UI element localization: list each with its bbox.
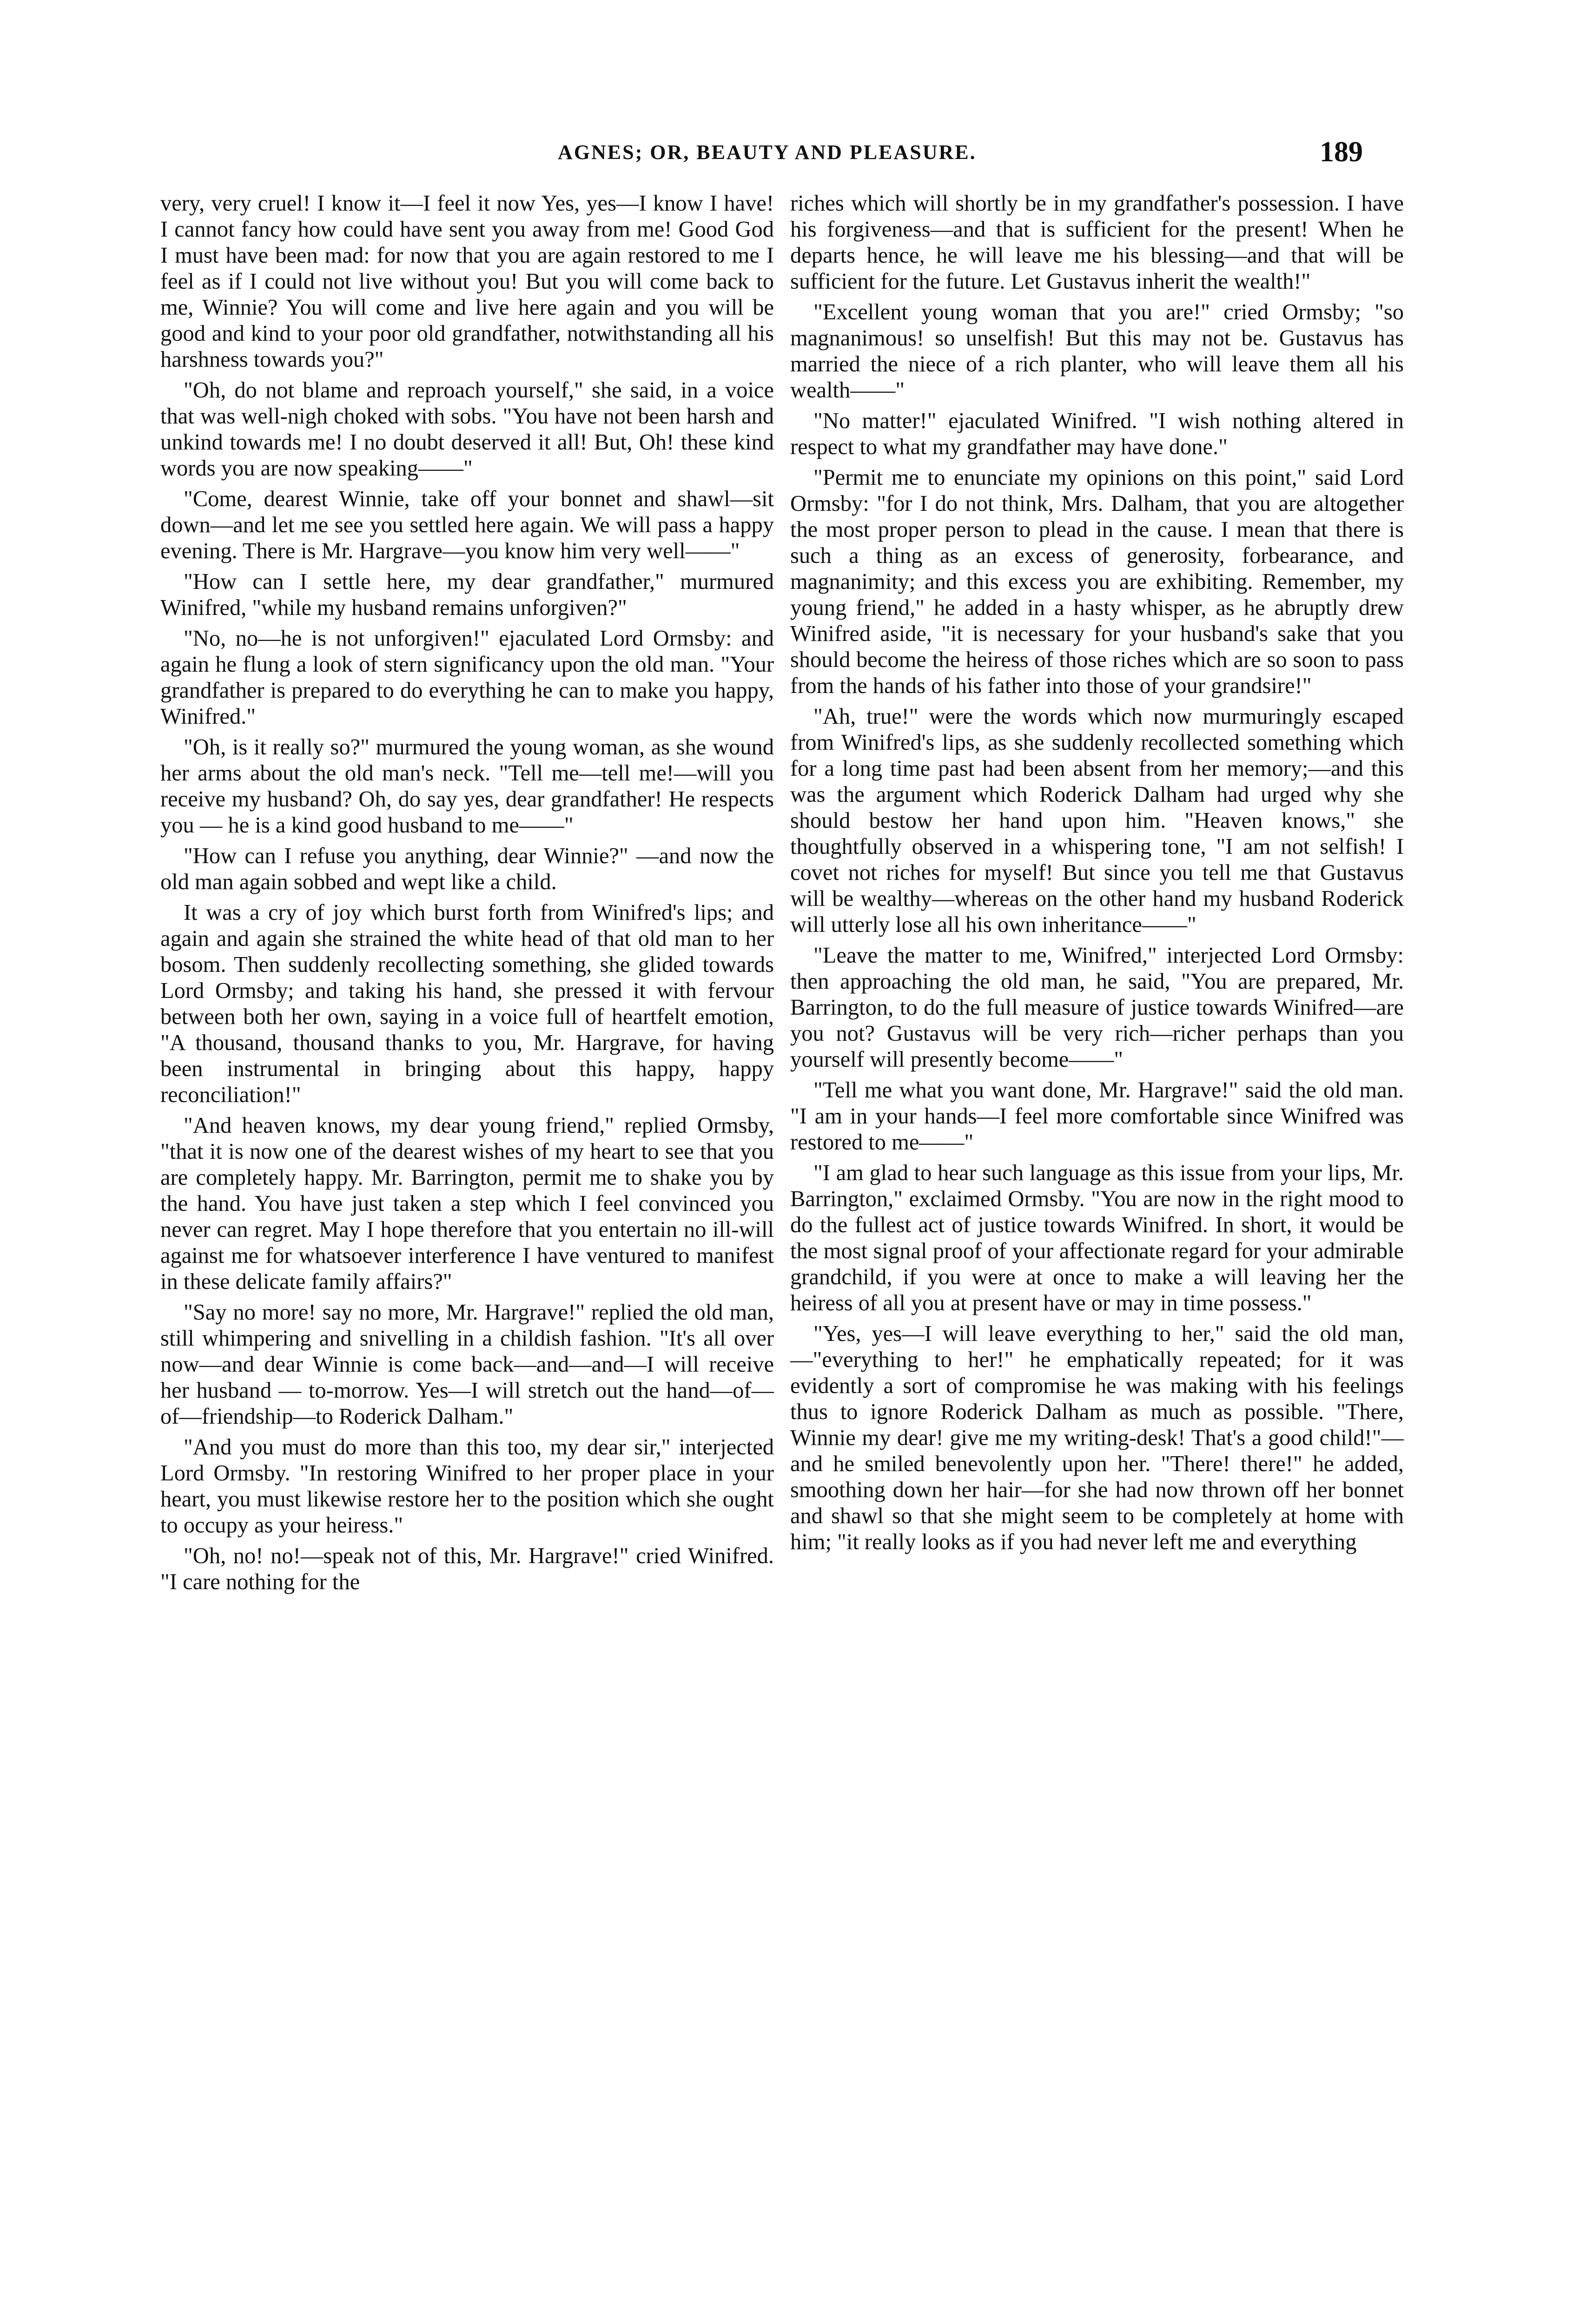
paragraph: "Say no more! say no more, Mr. Hargrave!" replied the old man, still whimpering and snivelling in a childish fashion. "It's all over now—and dear Winnie is come back—and—and—I will receive her husband — to-morrow. Yes—I will stretch out the hand—of—of—friendship—to Roderick Dalham." <box>160 1300 774 1429</box>
paragraph: "Leave the matter to me, Winifred," interjected Lord Ormsby: then approaching the old man, he said, "You are prepared, Mr. Barrington, to do the full measure of justice towards Winifred—are you not? Gustavus will be very rich—richer perhaps than you yourself will presently become——" <box>790 943 1404 1072</box>
paragraph: "Yes, yes—I will leave everything to her," said the old man,—"everything to her!" he emphatically repeated; for it was evidently a sort of compromise he was making with his feelings thus to ignore Roderick Dalham as much as possible. "There, Winnie my dear! give me my writing-desk! That's a good child!"—and he smiled benevolently upon her. "There! there!" he added, smoothing down her hair—for she had now thrown off her bonnet and shawl so that she might seem to be completely at home with him; "it really looks as if you had never left me and everything <box>790 1321 1404 1554</box>
paragraph: "Oh, is it really so?" murmured the young woman, as she wound her arms about the old man's neck. "Tell me—tell me!—will you receive my husband? Oh, do say yes, dear grandfather! He respects you — he is a kind good husband to me——" <box>160 735 774 838</box>
paragraph: "How can I refuse you anything, dear Winnie?" —and now the old man again sobbed and wept like a child. <box>160 844 774 894</box>
paragraph: "Oh, no! no!—speak not of this, Mr. Hargrave!" cried Winifred. "I care nothing for the <box>160 1544 774 1594</box>
paragraph: "Permit me to enunciate my opinions on this point," said Lord Ormsby: "for I do not think, Mrs. Dalham, that you are altogether the most proper person to plead in the cause. I mean that there is such a thing as an excess of generosity, forbearance, and magnanimity; and this excess you are exhibiting. Remember, my young friend," he added in a hasty whisper, as he abruptly drew Winifred aside, "it is necessary for your husband's sake that you should become the heiress of those riches which are so soon to pass from the hands of his father into those of your grandsire!" <box>790 465 1404 698</box>
paragraph: "And you must do more than this too, my dear sir," interjected Lord Ormsby. "In restoring Winifred to her proper place in your heart, you must likewise restore her to the position which she ought to occupy as your heiress." <box>160 1435 774 1538</box>
paragraph: "Tell me what you want done, Mr. Hargrave!" said the old man. "I am in your hands—I feel more comfortable since Winifred was restored to me——" <box>790 1078 1404 1155</box>
paragraph: riches which will shortly be in my grandfather's possession. I have his forgiveness—and that is sufficient for the present! When he departs hence, he will leave me his blessing—and that will be sufficient for the future. Let Gustavus inherit the wealth!" <box>790 191 1404 294</box>
paragraph: "Come, dearest Winnie, take off your bonnet and shawl—sit down—and let me see you settled here again. We will pass a happy evening. There is Mr. Hargrave—you know him very well——" <box>160 487 774 563</box>
paragraph: "And heaven knows, my dear young friend," replied Ormsby, "that it is now one of the dearest wishes of my heart to see that you are completely happy. Mr. Barrington, permit me to shake you by the hand. You have just taken a step which I feel convinced you never can regret. May I hope therefore that you entertain no ill-will against me for whatsoever interference I have ventured to manifest in these delicate family affairs?" <box>160 1113 774 1294</box>
paragraph: very, very cruel! I know it—I feel it now Yes, yes—I know I have! I cannot fancy how could have sent you away from me! Good God I must have been mad: for now that you are again restored to me I feel as if I could not live without you! But you will come back to me, Winnie? You will come and live here again and you will be good and kind to your poor old grandfather, notwithstanding all his harshness towards you?" <box>160 191 774 372</box>
paragraph: "Oh, do not blame and reproach yourself," she said, in a voice that was well-nigh choked with sobs. "You have not been harsh and unkind towards me! I no doubt deserved it all! But, Oh! these kind words you are now speaking——" <box>160 378 774 481</box>
paragraph: "I am glad to hear such language as this issue from your lips, Mr. Barrington," exclaimed Ormsby. "You are now in the right mood to do the fullest act of justice towards Winifred. In short, it would be the most signal proof of your affectionate regard for your admirable grandchild, if you were at once to make a will leaving her the heiress of all you at present have or may in time possess." <box>790 1161 1404 1315</box>
paragraph: It was a cry of joy which burst forth from Winifred's lips; and again and again she strained the white head of that old man to her bosom. Then suddenly recollecting something, she glided towards Lord Ormsby; and taking his hand, she pressed it with fervour between both her own, saying in a voice full of heartfelt emotion, "A thousand, thousand thanks to you, Mr. Hargrave, for having been instrumental in bringing about this happy, happy reconciliation!" <box>160 900 774 1107</box>
page-header <box>558 136 1363 173</box>
paragraph: "How can I settle here, my dear grandfather," murmured Winifred, "while my husband remains unforgiven?" <box>160 569 774 620</box>
left-column <box>160 191 774 2268</box>
running-title: AGNES; OR, BEAUTY AND PLEASURE. <box>558 141 977 164</box>
paragraph: "Ah, true!" were the words which now murmuringly escaped from Winifred's lips, as she suddenly recollected something which for a long time past had been absent from her memory;—and this was the argument which Roderick Dalham had urged why she should bestow her hand upon him. "Heaven knows," she thoughtfully observed in a whispering tone, "I am not selfish! I covet not riches for myself! But since you tell me that Gustavus will be wealthy—whereas on the other hand my husband Roderick will utterly lose all his own inheritance——" <box>790 704 1404 937</box>
paragraph: "No matter!" ejaculated Winifred. "I wish nothing altered in respect to what my grandfather may have done." <box>790 409 1404 459</box>
right-column <box>790 191 1404 2268</box>
page-number: 189 <box>1320 136 1363 168</box>
paragraph: "Excellent young woman that you are!" cried Ormsby; "so magnanimous! so unselfish! But this may not be. Gustavus has married the niece of a rich planter, who will leave them all his wealth——" <box>790 300 1404 403</box>
paragraph: "No, no—he is not unforgiven!" ejaculated Lord Ormsby: and again he flung a look of stern significancy upon the old man. "Your grandfather is prepared to do everything he can to make you happy, Winifred." <box>160 626 774 729</box>
